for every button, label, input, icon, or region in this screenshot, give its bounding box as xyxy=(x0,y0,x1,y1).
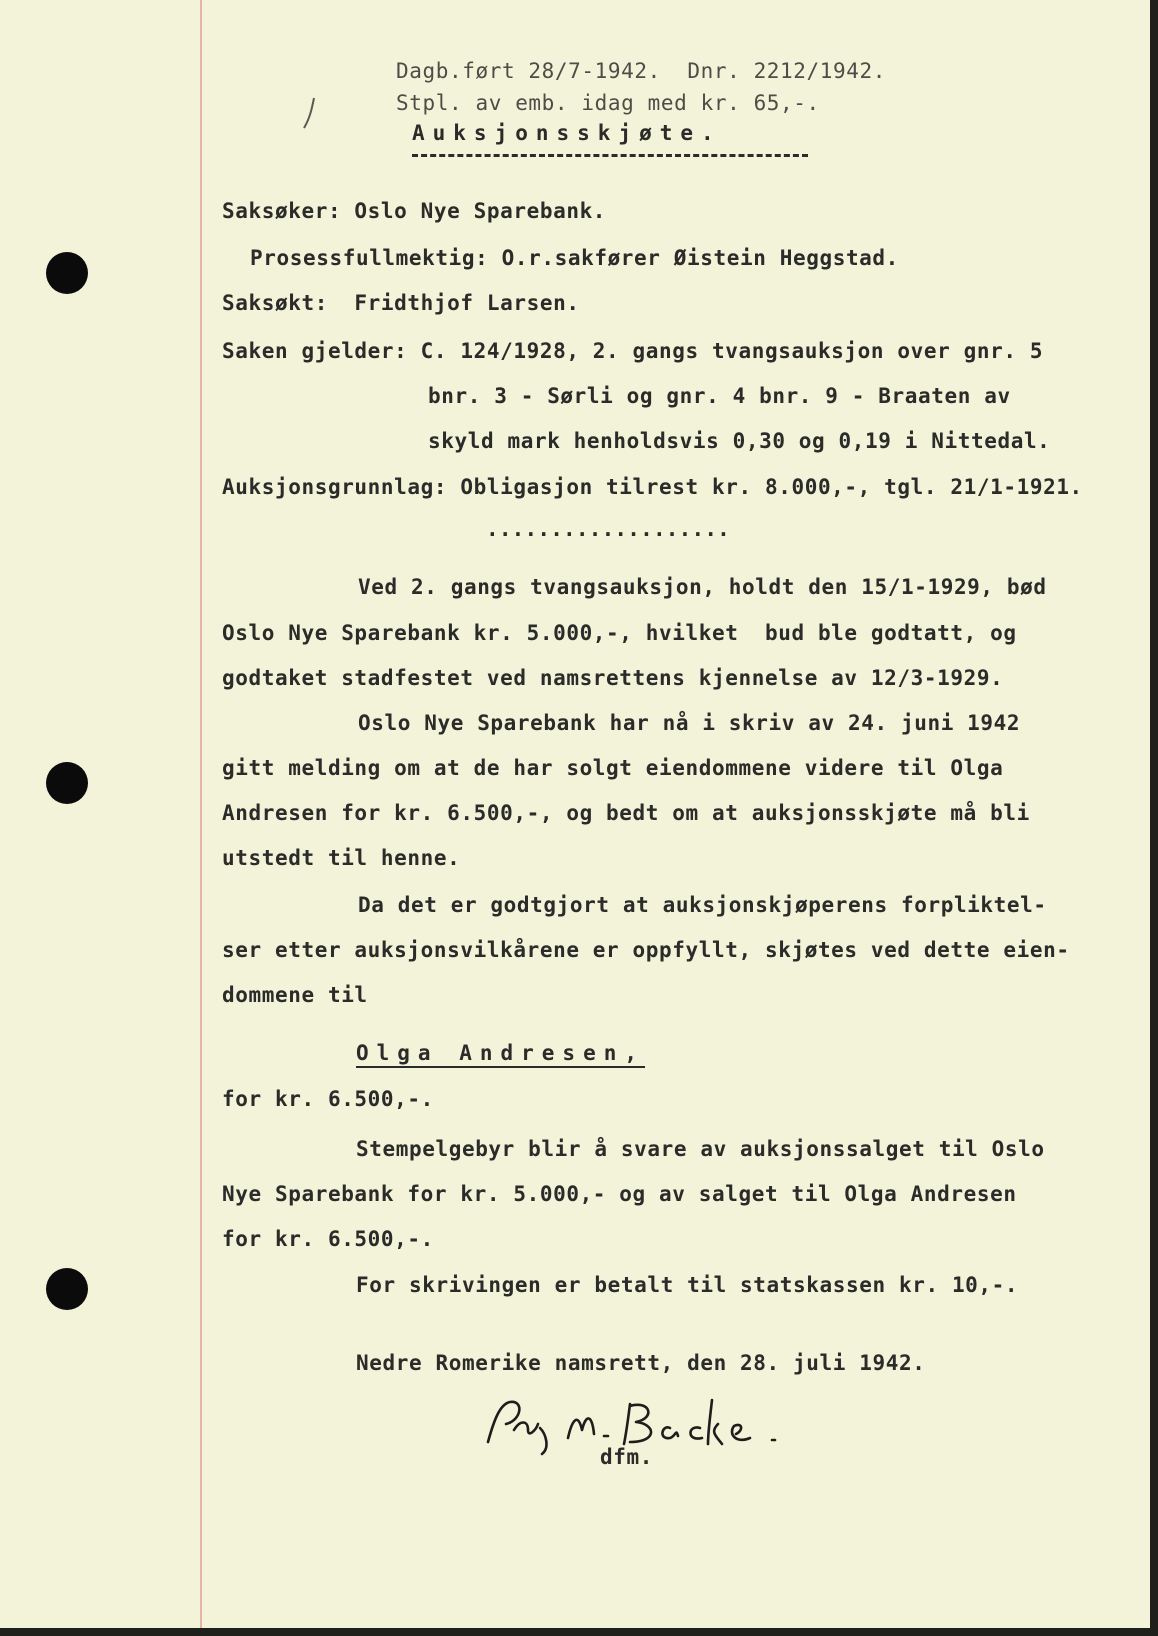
paragraph-2-line-3: Andresen for kr. 6.500,-, og bedt om at auksjonsskjøte må bli xyxy=(222,801,1030,825)
grantee-name: Olga Andresen, xyxy=(356,1041,646,1065)
paragraph-2-line-1: Oslo Nye Sparebank har nå i skriv av 24. juni 1942 xyxy=(358,711,1021,735)
paragraph-4-line-1: Stempelgebyr blir å svare av auksjonssalget til Oslo xyxy=(356,1137,1045,1161)
paragraph-3-line-1: Da det er godtgjort at auksjonskjøperens forpliktel- xyxy=(358,893,1047,917)
signatory-title: dfm. xyxy=(600,1445,653,1469)
stamp-fee-line: Stpl. av emb. idag med kr. 65,-. xyxy=(396,91,820,115)
place-date-line: Nedre Romerike namsrett, den 28. juli 1942. xyxy=(356,1351,926,1375)
document-title: Auksjonsskjøte. xyxy=(412,121,722,145)
defendant-line: Saksøkt: Fridthjof Larsen. xyxy=(222,291,580,315)
paragraph-4-line-3: for kr. 6.500,-. xyxy=(222,1227,434,1251)
matter-line-2: bnr. 3 - Sørli og gnr. 4 bnr. 9 - Braaten av xyxy=(428,384,1011,408)
punch-hole-bottom xyxy=(46,1268,88,1310)
paragraph-5-line-1: For skrivingen er betalt til statskassen kr. 10,-. xyxy=(356,1273,1019,1297)
matter-line-1: Saken gjelder: C. 124/1928, 2. gangs tvangsauksjon over gnr. 5 xyxy=(222,339,1044,363)
registration-line: Dagb.ført 28/7-1942. Dnr. 2212/1942. xyxy=(396,59,886,83)
paragraph-1-line-1: Ved 2. gangs tvangsauksjon, holdt den 15/1-1929, bød xyxy=(358,575,1047,599)
auction-basis-line: Auksjonsgrunnlag: Obligasjon tilrest kr. 8.000,-, tgl. 21/1-1921. xyxy=(222,475,1083,499)
paragraph-3-line-3: dommene til xyxy=(222,983,368,1007)
punch-hole-top xyxy=(46,252,88,294)
paragraph-3-line-2: ser etter auksjonsvilkårene er oppfyllt, skjøtes ved dette eien- xyxy=(222,938,1070,962)
matter-line-3: skyld mark henholdsvis 0,30 og 0,19 i Nittedal. xyxy=(428,429,1051,453)
paragraph-2-line-2: gitt melding om at de har solgt eiendommene videre til Olga xyxy=(222,756,1004,780)
pencil-mark xyxy=(300,94,330,134)
paragraph-4-line-2: Nye Sparebank for kr. 5.000,- og av salget til Olga Andresen xyxy=(222,1182,1017,1206)
margin-line xyxy=(200,0,202,1628)
punch-hole-middle xyxy=(46,762,88,804)
paragraph-2-line-4: utstedt til henne. xyxy=(222,846,461,870)
paragraph-1-line-2: Oslo Nye Sparebank kr. 5.000,-, hvilket bud ble godtatt, og xyxy=(222,621,1017,645)
title-underline xyxy=(412,154,808,157)
paragraph-1-line-3: godtaket stadfestet ved namsrettens kjennelse av 12/3-1929. xyxy=(222,666,1004,690)
separator-dots: ................... xyxy=(486,517,731,541)
price-line: for kr. 6.500,-. xyxy=(222,1087,434,1111)
plaintiff-line: Saksøker: Oslo Nye Sparebank. xyxy=(222,199,607,223)
attorney-line: Prosessfullmektig: O.r.sakfører Øistein Heggstad. xyxy=(250,246,899,270)
